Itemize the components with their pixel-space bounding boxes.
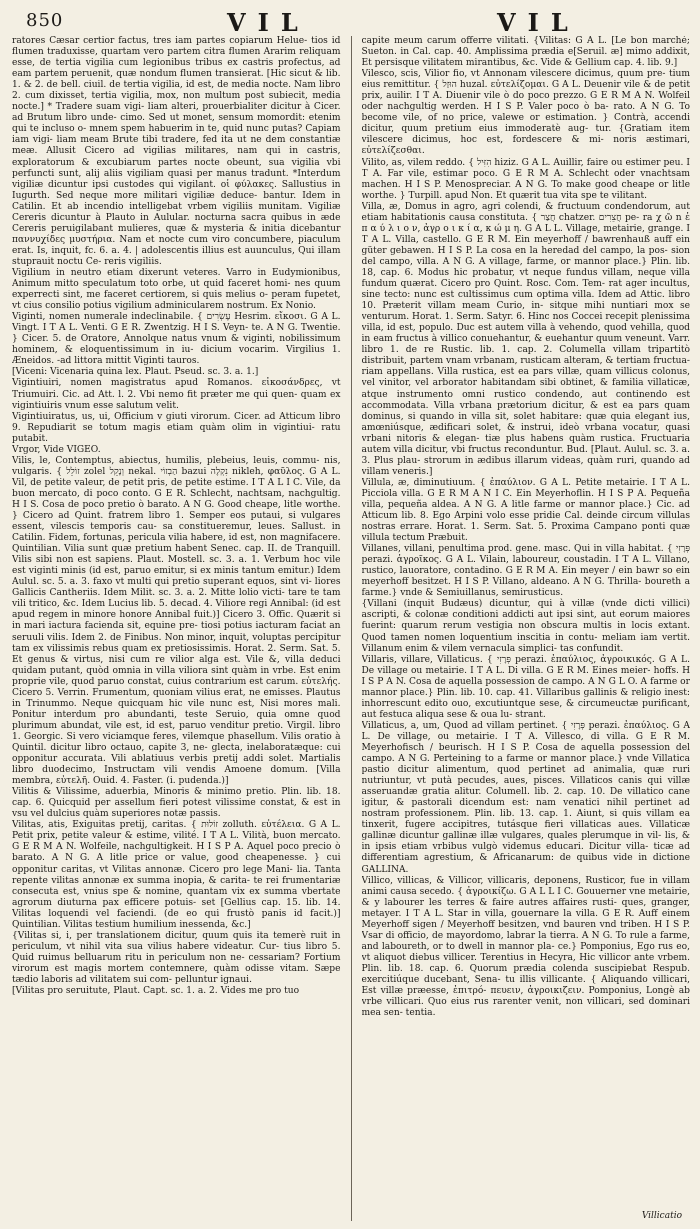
dictionary-entry: [Vilitas pro seruitute, Plaut. Capt. sc. 1. a. 2. Vides me pro tuo bbox=[12, 986, 300, 997]
dictionary-entry: Vrgor, Vide VIGEO. bbox=[12, 444, 101, 455]
page-number: 850 bbox=[26, 10, 64, 31]
dictionary-entry: Vilis, le, Contemptus, abiectus, humilis, plebeius, leuis, commu- nis, vulgaris. { זוֹלֵל zolel וְנָקֵל nekal. הַבְזוֹי bazui נִקְלֶה nikleh, φαῦλος. G A L. Vil, de petite valeur, de petit pris, de petite estime. I T A L I C. Vile, da buon mercato, di poco conto. G E R. Schlecht, nachtsam, nachgultig. H I S. Cosa de poco pretio ò barato. A N G. Good cheape, litle worthe. } Cicero ad Quint. fratrem libro 1. Semper eos putaui, si vulgares essent, vilescis temporis cau- sa constitueremur, leues. Sallust. in Catilin. Fidem, fortunas, pericula vilia habere, id est, non magnifacere. Quintilian. Vilia sunt quæ pretium habent Senec. cap. II. de Tranquill. Vilis sibi non est sapiens. Plaut. Mostell. sc. 3. a. 1. Verbum hoc vile est viginti minis (id est, paruo emitur, si ex minis tantum emitur.) Idem Aulul. sc. 5. a. 3. faxo vt multi qui pretio superant equos, sint vi- liores Gallicis Cantheriis. Idem Milit. sc. 3. a. 2. Mitte lolio victi- tare te tam vili tritico, &c. Idem Lucius lib. 5. decad. 4. Viliore regi Annibal: (id est apud regem in minore honore Annibal fuit.)] Cicero 3. Offic. Quærit si in mari iactura facienda sit, equine pre- tiosi potius iacturam faciat an seruuli vilis. Idem 2. de Finibus. Non minor, inquit, voluptas percipitur tam ex vilissimis rebus quam ex pretiosissimis. Horat. 2. Serm. Sat. 5. Et genus & virtus, nisi cum re vilior alga est. Vile &, villa deduci quidam putant, quòd omnia in villa viliora sint quàm in vrbe. Est enim proprie vile, quod paruo constat, cuius contrarium est carum. εὐτελής. Cicero 5. Verrin. Frumentum, quoniam vilius erat, ne emisses. Plautus in Trinummo. Neque quicquam hic vile nunc est, Nisi mores mali. Ponitur interdum pro abundanti, teste Seruio, quia omne quod plurimum abundat, vile est, id est, paruo venditur pretio. Virgil. libro 1. Georgic. Si vero viciamque feres, vilemque phasellum. Vilis oratio à Quintil. dicitur libro octauo, capite 3, ne- glecta, inelaboratæque: cui opponitur accurata. Vili ablatiuus verbis pretij addi solet. Martialis libro duodecimo, Instructam vili vendis Amoene domum. [Villa membra, εὐτελῆ. Ouid. 4. Faster. (i. pudenda.)] bbox=[12, 455, 341, 787]
dictionary-entry: Vigintiuiri, nomen magistratus apud Romanos. εἰκοσάνδρες, vt Triumuiri. Cic. ad Att. l. 2. Vbi nemo fit præter me qui quen- quam ex vigintiuiris vnum esse salutum velit. bbox=[12, 378, 341, 411]
dictionary-entry: ratores Cæsar certior factus, tres iam partes copiarum Helue- tios id flumen traduxisse, quartam vero partem citra flumen Ararim reliquam esse, de tertia vigilia cum legionibus tribus ex castris profectus, ad eam partem peruenit, quæ nondum flumen transierat. [Hic sicut & lib. 1. & 2. de bell. ciuil. de tertia vigilia, id est, de media nocte. Nam libro 2. cum dixisset, tertia vigilia, mox, non multum post subiecit, media nocte.] * Tradere suam vigi- liam alteri, prouerbialiter dicitur à Cicer. ad Brutum libro unde- cimo. Sed ut monet, sensum momordit: etenim qui te incluso o- mnem spem habuerim in te, quid nunc putas? Capiam iam vigi- liam meam Brute tibi tradere, fed ita ut ne dem constantiæ meæ. Allusit Cicero ad vigilias militares, nam qui in castris, exploratorum & excubiarum partes nocte obeunt, sua vigilia vbi perfuncti sunt, alij aliis vigiliam quasi per manus tradunt. *Interdum vigiliæ dicuntur ipsi custodes qui vigilant. οἱ φύλακες. Sallustius in Iugurth. Sed neque more militari vigiliæ deduce- bantur. Idem in Catilin. Et ab incendio intelligebat vrbem vigiliis munitam. Vigiliæ Cereris dicuntur à Plauto in Aulular. nocturna sacra quibus in æde Cereris peruigilabant mulieres, quæ & mysteria & initia dicebantur παννυχίδες μυστήρια. Nam et nocte cum viro concumbere, piaculum erat. Is, inquit, fc. 6. a. 4. | adolescentis illius est auunculus, Qui illam stuprauit noctu Ce- reris vigiliis. bbox=[12, 36, 341, 267]
text-columns bbox=[12, 36, 690, 1221]
guide-word-right: VIL bbox=[497, 8, 580, 37]
dictionary-entry: Villaticus, a, um, Quod ad villam pertinet. { פְּרָזִי perazi. ἐπαύλιος. G A L. De village, ou metairie. I T A. Villesco, di villa. G E R M. Meyerhofisch / beurisch. H I S P. Cosa de aquella possession del campo. A N G. Perteining to a farme or mannor place.} vnde Villatica pastio dicitur alimentum, quod pertinet ad animalia, quæ ruri nutriuntur, vt putà pecudes, aues, pisces. Villaticos canis qui villæ asseruandæ gratia alitur. Columell. lib. 2. cap. 10. De villatico cane igitur, & pastorali dicendum est: nam venatici nihil pertinet ad nostram professionem. Plin. lib. 13. cap. 1. Aiunt, si quis villam ea tinxerit, fugere accipitres, tutásque fieri villaticas aues. Villaticæ gallinæ dicuntur gallinæ illæ vulgares, quales plerumque in vil- lis, & in ipsis etiam vrbibus vulgò videmus educari. Dicitur villa- ticæ ad differentiam agrestium, & Africanarum: de quibus vide in dictione GALLINA. bbox=[361, 720, 690, 875]
dictionary-entry: Villaris, villare, Villaticus. { פְּרָזִי perazi. ἐπαύλιος, ἀγροικικός. G A L. De village ou metairie. I T A L. Di villa. G E R M. Eines meier- hoffs. H I S P A N. Cosa de aquella possession de campo. A N G L O. A farme or mannor place.} Plin. lib. 10. cap. 41. Villaribus gallinis & religio inest: inhorrescunt edito ouo, excutiuntque sese, & circumeuctæ purificant, aut festuca aliqua sese & oua lu- strant. bbox=[361, 654, 690, 720]
page-header bbox=[12, 6, 690, 36]
dictionary-entry: Vigintiuiratus, us, ui, Officium v giuti virorum. Cicer. ad Atticum libro 9. Repudiarit se totum magis etiam quàm olim in vigintiui- ratu putabit. bbox=[12, 411, 341, 444]
dictionary-entry: capite meum carum offerre vilitati. {Vilitas: G A L. [Le bon marché; Sueton. in Cal. cap. 40. Amplissima prædia e[Seruil. æ] mimo addixit, Et persisque vilitatem mirantibus, &c. Vide & Gellium cap. 4. lib. 9.] bbox=[361, 36, 690, 69]
dictionary-entry: Vilesco, scis, Vilior fio, vt Annonam vilescere dicimus, quum pre- tium eius remittitur. { הוּזַל huzal. εὐτελίζομαι. G A L. Deuenir vile & de petit prix, auilir. I T A. Diuenir vile ò do poco prezzo. G E R M A N. Wolfeil oder nachgultig werden. H I S P. Valer poco ò ba- rato. A N G. To become vile, of no price, valewe or estimation. } Contrà, accendi dicitur, quum pretium eius immoderatè aug- tur. {Gratiam item vilescere dicimus, hoc est, fordescere & mi- noris æstimari, εὐτελίζεσθαι. bbox=[361, 69, 690, 157]
dictionary-entry: Villanes, villani, penultima prod. gene. masc. Qui in villa habitat. { פְּרָזִי perazi. ἀγροῖκος. G A L. Vilain, laboureur, coustadin. I T A L. Villano, rustico, lauoratore, contadino. G E R M A. Ein meyer / ein bawr so ein meyerhoff besitzet. H I S P. Villano, aldeano. A N G. Thrilla- boureth a farme.} vnde & Semiuillanus, semirusticus. bbox=[361, 544, 690, 599]
dictionary-entry: Vilito, as, vilem reddo. { הִזִּיל hiziz. G A L. Auillir, faire ou estimer peu. I T A. Far vile, estimar poco. G E R M A. Schlecht oder vnachtsam machen. H I S P. Menospreciar. A N G. To make good cheape or litle worthe. } Turpill. apud Non. Et quærit tua vita spe te vilitant. bbox=[361, 157, 690, 201]
dictionary-entry: Vilitis & Vilissime, aduerbia, Minoris & minimo pretio. Plin. lib. 18. cap. 6. Quicquid per assellum fieri potest vilissime constat, & est in vsu vel dulcius quàm superiores notæ passis. bbox=[12, 787, 341, 820]
right-column bbox=[362, 36, 691, 1221]
dictionary-entry: Villula, æ, diminutiuum. { ἐπαύλιον. G A L. Petite metairie. I T A L. Picciola villa. G E R M A N I C. Ein Meyerhoflin. H I S P A. Pequeña villa, pequeña aldea. A N G. A litle farme or mannor place.} Cic. ad Atticum lib. 8. Ego Arpini volo esse pridie Cal. deinde circum villulas nostras errare. Horat. 1. Serm. Sat. 5. Proxima Campano ponti quæ villula tectum Præbuit. bbox=[361, 477, 690, 544]
dictionary-entry: Vigilium in neutro etiam dixerunt veteres. Varro in Eudymionibus, Animum mitto speculatum toto orbe, ut quid faceret homi- nes quum experrecti sint, me faceret certiorem, si quis melius o- peram fupetet, vt cius consilio potius vigilium adminicularem nostrum. Ex Nonio. bbox=[12, 267, 341, 312]
column-divider bbox=[351, 36, 352, 1221]
dictionary-entry: Viginti, nomen numerale indeclinabile. { עֶשְׂרִים Hesrim. εἴκοσι. G A L. Vingt. I T A L. Venti. G E R. Zwentzig. H I S. Veyn- te. A N G. Twentie. } Cicer. 5. de Oratore, Annolque natus vnum & viginti, nobilissimum hominem, & eloquentissimum in iu- dicium vocarim. Virgilius 1. Æneidos. -ad littora mittit Viginti tauros. bbox=[12, 312, 341, 367]
catchword: Villicatio bbox=[641, 1211, 682, 1221]
dictionary-entry: Villa, æ, Domus in agro, agri colendi, & fructuum condendorum, aut etiam habitationis causa constituta. { חֲצַר chatzer. חֲצֵרִים pe- ra χ ῶ n ἐ π α ύ λ ι ο ν, ἀγρ ο ι κ ί α, κ ώ μ η. G A L L. Village, metairie, grange. I T A L. Villa, castello. G E R M. Ein meyerhoff / bawrenhauß auff ein güter gebawen. H I S P. La cosa en la heredad del campo, la pos- sion del campo, villa. A N G. A village, farme, or mannor place.} Plin. lib. 18, cap. 6. Modus hic probatur, vt neque fundus villam, neque villa fundum quærat. Cicero pro Quint. Rosc. Com. Tem- rat ager incultus, sine tecto: nunc est cultissimus cum optima villa. Idem ad Attic. libro 10. Præterit villam meam Curio, in- sitque mihi nuntiari mox se venturum. Horat. 1. Serm. Satyr. 6. Hinc nos Coccei recepit plenissima villa, id est, populo. Duc est autem villa à vehendo, quod vehilla, quod in eam fructus à villico conuehantur, & euehantur quum veneunt. Varr. libro 1. de re Rustic. lib. 1. cap. 2. Columella villam tripartitò distribuit, partem vnam vrbanam, rusticam alteram, & tertiam fructua- riam appellans. Villa rustica, est ea pars villæ, quam villicus colonus, vel vinitor, vel arborator habitandam sibi obtinet, & familia villaticæ, atque instrumento omni rustico condendo, aut continendo est accommodata. Villa vrbana prætorium dicitur, & est ea pars quam dominus, si quando in villa sit, solet habitare: quæ quia elegant ius, amœniúsque, ædificari solet, & instrui, ideò vrbana vocatur, quasi vrbani nitoris & elegan- tiæ plus habens quàm rustica. Fructuaria autem villa dicitur, vbi fructus reconduntur. Bud. [Plaut. Aulul. sc. 3. a. 3. Plus plau- strorum in ædibus illarum videas, quàm ruri, quando ad villam veneris.] bbox=[361, 201, 690, 477]
dictionary-entry: Vilitas, atis, Exiguitas pretij, caritas. { זוֹלוּת zolluth. εὐτέλεια. G A L. Petit prix, petite valeur & estime, vilité. I T A L. Vilità, buon mercato. G E R M A N. Wolfeile, nachgultigkeit. H I S P A. Aquel poco precio ò barato. A N G. A litle price or value, good cheapenesse. } cui opponitur caritas, vt Vilitas annonæ. Cicero pro lege Mani- lia. Tanta repente vilitas annonæ ex summa inopia, & carita- te rei frumentariæ consecuta est, vnius spe & nomine, quantam vix ex summa vbertate agrorum diuturna pax efficere potuis- set [Gellius cap. 15. lib. 14. Vilitas loquendi vel faciendi. (de eo qui frustò panis id facit.)] Quintilian. Vilitas testium humilium inessenda, &c.] bbox=[12, 820, 341, 930]
dictionary-entry: {Vilitas si, i, per translationem dicitur, quum quis ita temerè ruit in periculum, vt nihil vita sua vilius habere videatur. Cur- tius libro 5. Quid ruimus belluarum ritu in periculum non ne- cessariam? Fortium virorum est magis mortem contemnere, quàm odisse vitam. Sæpe tædio laboris ad vilitatem sui com- pelluntur ignaui. bbox=[12, 930, 341, 985]
dictionary-entry: [Viceni: Vicenaria quina lex. Plaut. Pseud. sc. 3. a. 1.] bbox=[12, 367, 259, 378]
left-column bbox=[12, 36, 341, 1221]
dictionary-entry: {Villani (inquit Budæus) dicuntur, qui à villæ (vnde dicti villici) ascripti, & colonæ conditioni addicti aut ipsi sint, aut eorum maiores fuerint: quarum rerum vestigia non obscura multis in locis extant. Quod tamen nomen loquentium inscitia in contu- meliam iam vertit. Villanum enim & vilem vernacula simplici- tas confundit. bbox=[361, 599, 690, 654]
guide-word-left: VIL bbox=[227, 8, 310, 37]
dictionary-entry: Villico, villicas, & Villicor, villicaris, deponens, Rusticor, fue in villam animi causa secedo. { ἀγροικίζω. G A L L I C. Gouuerner vne metairie, & y labourer les terres & faire autres affaires rusti- ques, granger, metayer. I T A L. Star in villa, gouernare la villa. G E R. Auff einem Meyerhoff sigen / Meyerhoff besitzen, vnd bauren vnd triben. H I S P. Vsar di officio, de mayordomo, labrar la tierra. A N G. To rule a farme, and laboureth, or to dwell in mannor pla- ce.} Pomponius, Ego rus eo, vt aliquot diebus villicer. Terentius in Hecyra, Hic villicor ante vrbem. Plin. lib. 18. cap. 6. Quorum prædia colenda suscipiebat Respub. exercitiúque ducebant, Sena- tu illis villicante. { Aliquando villicari, Est villæ præesse, ἐπιτρό- πευειν, ἀγροικιζειν. Pomponius, Longè ab vrbe villicari. Quo eius rus rarenter venit, non villicari, sed dominari mea sen- tentia. bbox=[361, 875, 690, 1019]
